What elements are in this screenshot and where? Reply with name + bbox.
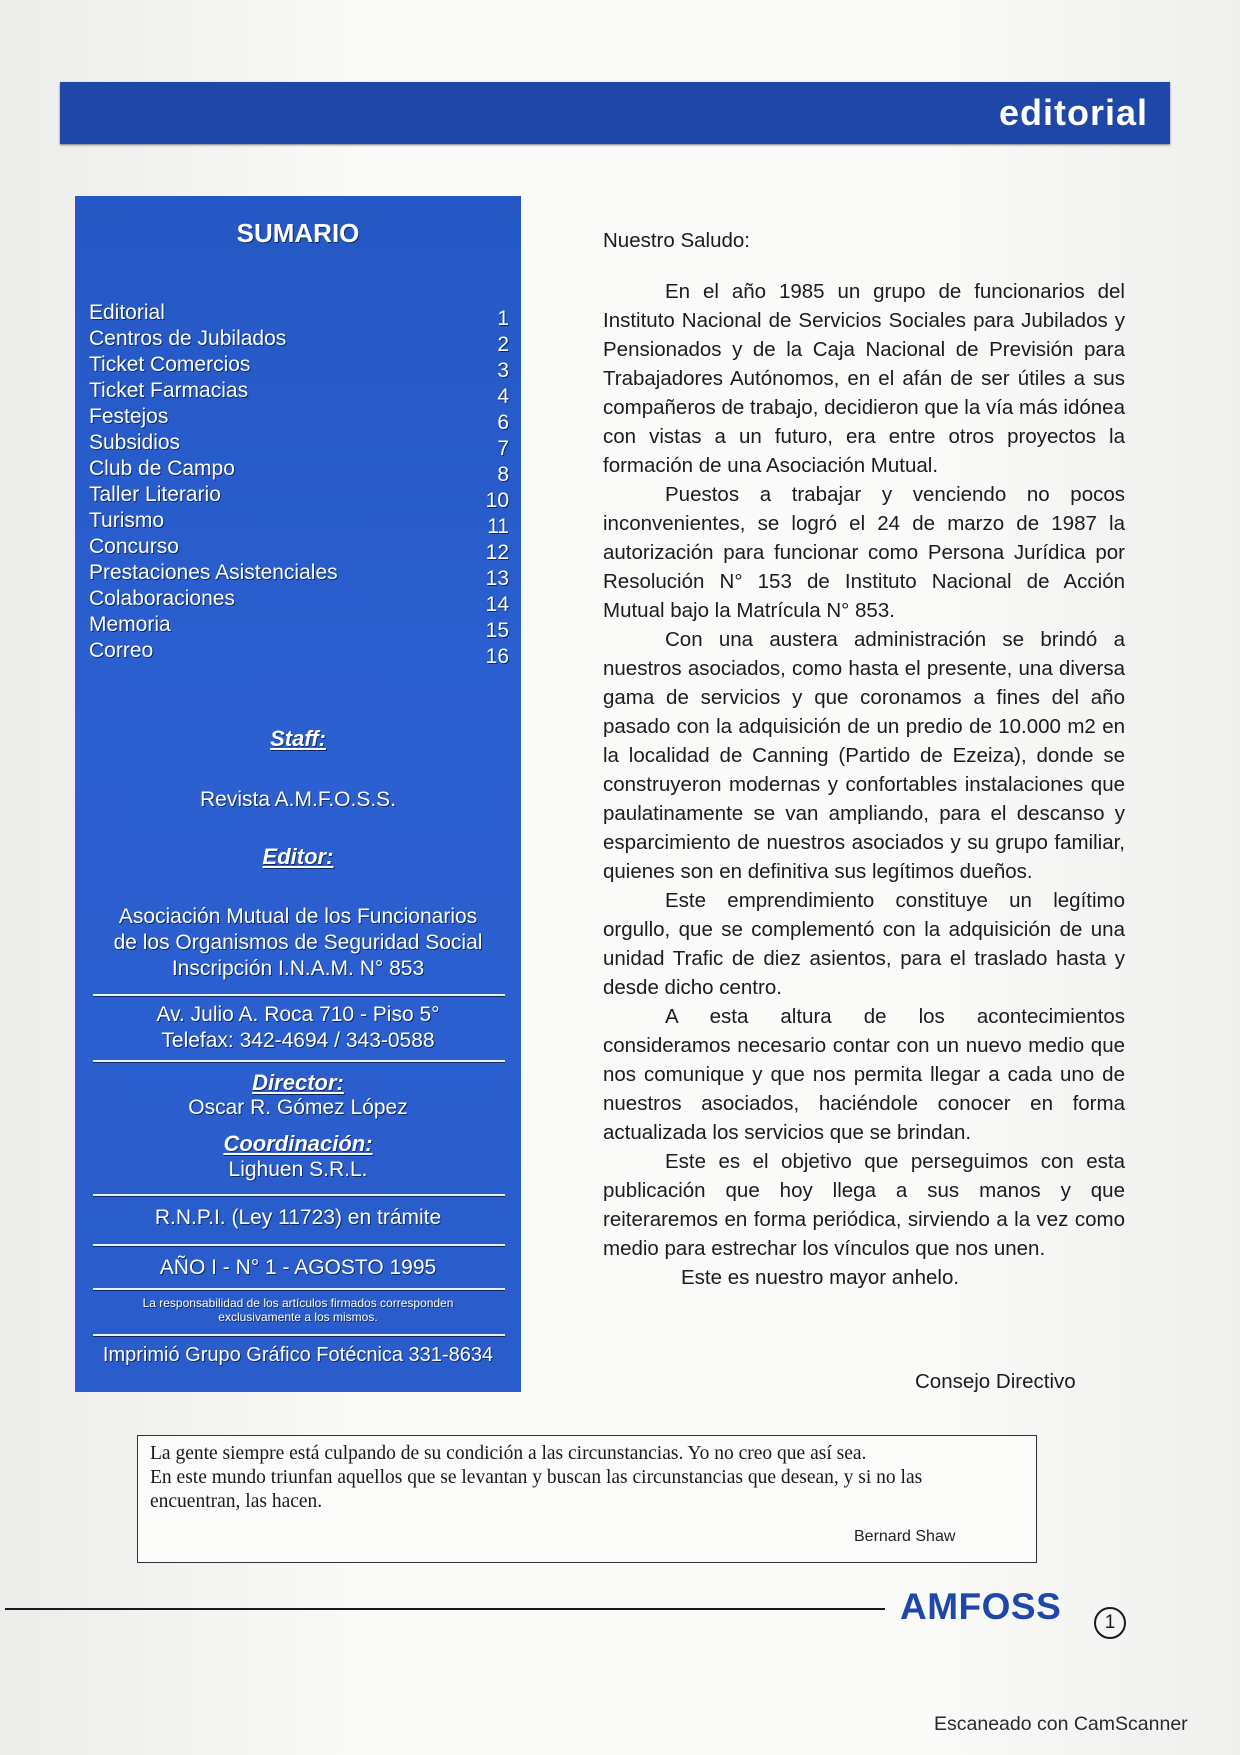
divider (93, 1060, 505, 1062)
toc-page: 7 (497, 437, 509, 460)
summary-title: SUMARIO (236, 218, 360, 248)
toc-label: Turismo (89, 509, 165, 532)
toc-item[interactable] (89, 612, 509, 642)
toc-page: 15 (485, 619, 509, 642)
toc-label: Memoria (89, 613, 171, 636)
footer-logo: AMFOSS (900, 1586, 1062, 1627)
toc-item[interactable] (89, 378, 509, 408)
toc-item[interactable] (89, 456, 509, 486)
toc-label: Taller Literario (89, 483, 221, 506)
signature: Consejo Directivo (915, 1370, 1076, 1393)
divider (93, 1334, 505, 1336)
editor-line: Inscripción I.N.A.M. N° 853 (171, 957, 425, 980)
quote-text (150, 1442, 1020, 1514)
address-line: Telefax: 342-4694 / 343-0588 (161, 1029, 435, 1052)
disclaimer-line: La responsabilidad de los artículos firmados corresponden (142, 1296, 454, 1310)
issue-text: AÑO I - N° 1 - AGOSTO 1995 (159, 1256, 437, 1279)
director-heading: Director: (252, 1070, 344, 1095)
toc-page: 12 (485, 541, 509, 564)
toc-item[interactable] (89, 482, 509, 512)
editorial-body (603, 226, 1125, 1292)
toc-label: Ticket Farmacias (89, 379, 249, 402)
toc-item[interactable] (89, 534, 509, 564)
paragraph: A esta altura de los acontecimientos consideramos necesario contar con un nuevo medio que nos comunique y que nos permita llegar a cada uno de nuestros asociados, haciéndole conocer en forma actualizada los servicios que se brindan. (603, 1005, 1125, 1144)
scanner-watermark: Escaneado con CamScanner (934, 1713, 1188, 1735)
toc-item[interactable] (89, 326, 509, 356)
toc-item[interactable] (89, 560, 509, 590)
divider (93, 994, 505, 996)
toc-page: 14 (485, 593, 509, 616)
staff-heading: Staff: (270, 726, 326, 751)
table-of-contents (89, 300, 509, 668)
quote-line: La gente siempre está culpando de su condición a las circunstancias. Yo no creo que así sea. (150, 1443, 867, 1464)
toc-item[interactable] (89, 300, 509, 330)
toc-page: 13 (485, 567, 509, 590)
coordination-name: Lighuen S.R.L. (228, 1158, 368, 1181)
address-block (75, 1002, 521, 1054)
address-line: Av. Julio A. Roca 710 - Piso 5° (156, 1003, 440, 1026)
editor-line: Asociación Mutual de los Funcionarios (118, 905, 478, 928)
toc-item[interactable] (89, 430, 509, 460)
toc-page: 1 (497, 307, 509, 330)
toc-label: Centros de Jubilados (89, 327, 287, 350)
section-header-bar (60, 82, 1170, 144)
quote-author: Bernard Shaw (854, 1528, 956, 1545)
editor-block (75, 904, 521, 982)
magazine-name: Revista A.M.F.O.S.S. (199, 788, 397, 811)
rnpi-text: R.N.P.I. (Ley 11723) en trámite (154, 1206, 442, 1229)
toc-page: 10 (485, 489, 509, 512)
divider (93, 1244, 505, 1246)
toc-page: 6 (497, 411, 509, 434)
toc-item[interactable] (89, 638, 509, 668)
disclaimer (75, 1296, 521, 1324)
paragraph: Este emprendimiento constituye un legítimo orgullo, que se complementó con la adquisición de una unidad Trafic de diez asientos, para el traslado hasta y desde dicho centro. (603, 889, 1125, 999)
printer-credit: Imprimió Grupo Gráfico Fotécnica 331-8634 (102, 1344, 494, 1366)
toc-label: Correo (89, 639, 154, 662)
greeting: Nuestro Saludo: (603, 229, 751, 252)
toc-label: Subsidios (89, 431, 181, 454)
divider (93, 1288, 505, 1290)
paragraph: Con una austera administración se brindó a nuestros asociados, como hasta el presente, una diversa gama de servicios y que coronamos a fines del año pasado con la adquisición de un predio de 10.000 m2 en la localidad de Canning (Partido de Ezeiza), donde se construyeron modernas y confortables instalaciones que paulatinamente se van ampliando, para el descanso y esparcimiento de nuestros asociados y su grupo familiar, quienes son en definitiva sus legítimos dueños. (603, 628, 1125, 883)
editor-line: de los Organismos de Seguridad Social (113, 931, 483, 954)
toc-label: Concurso (89, 535, 179, 558)
toc-item[interactable] (89, 586, 509, 616)
toc-page: 4 (497, 385, 509, 408)
toc-label: Club de Campo (89, 457, 235, 480)
summary-sidebar (75, 196, 521, 1392)
divider (93, 1194, 505, 1196)
toc-label: Ticket Comercios (89, 353, 251, 376)
director-name: Oscar R. Gómez López (188, 1096, 408, 1119)
toc-page: 8 (497, 463, 509, 486)
toc-label: Editorial (89, 301, 165, 324)
toc-item[interactable] (89, 508, 509, 538)
toc-page: 2 (497, 333, 509, 356)
toc-label: Colaboraciones (89, 587, 235, 610)
editor-heading: Editor: (262, 844, 334, 869)
quote-line: En este mundo triunfan aquellos que se levantan y buscan las circunstancias que desean, y si no las (150, 1467, 923, 1488)
toc-label: Festejos (89, 405, 169, 428)
toc-page: 16 (485, 645, 509, 668)
section-title: editorial (998, 92, 1148, 133)
toc-item[interactable] (89, 404, 509, 434)
coordination-heading: Coordinación: (223, 1131, 373, 1156)
paragraph: Puestos a trabajar y venciendo no pocos inconvenientes, se logró el 24 de marzo de 1987 la autorización para funcionar como Persona Jurídica por Resolución N° 153 de Instituto Nacional de Acción Mutual bajo la Matrícula N° 853. (603, 483, 1125, 622)
quote-line: encuentran, las hacen. (150, 1491, 323, 1512)
toc-page: 3 (497, 359, 509, 382)
toc-label: Prestaciones Asistenciales (89, 561, 338, 584)
page-number: 1 (1094, 1607, 1126, 1639)
quote-box (137, 1435, 1037, 1563)
footer-rule (5, 1608, 885, 1610)
paragraph: En el año 1985 un grupo de funcionarios del Instituto Nacional de Servicios Sociales para Jubilados y Pensionados y de la Caja Nacional de Previsión para Trabajadores Autónomos, en el afán de ser útiles a sus compañeros de trabajo, decidieron que la vía más idónea con vistas a un futuro, era entre otros proyectos la formación de una Asociación Mutual. (603, 280, 1125, 477)
toc-item[interactable] (89, 352, 509, 382)
paragraph: Este es el objetivo que perseguimos con esta publicación que hoy llega a sus manos y que reiteraremos en forma periódica, sirviendo a la vez como medio para estrechar los vínculos que nos unen. (603, 1150, 1125, 1260)
paragraph: Este es nuestro mayor anhelo. (681, 1266, 960, 1289)
toc-page: 11 (487, 515, 509, 538)
disclaimer-line: exclusivamente a los mismos. (218, 1310, 378, 1324)
